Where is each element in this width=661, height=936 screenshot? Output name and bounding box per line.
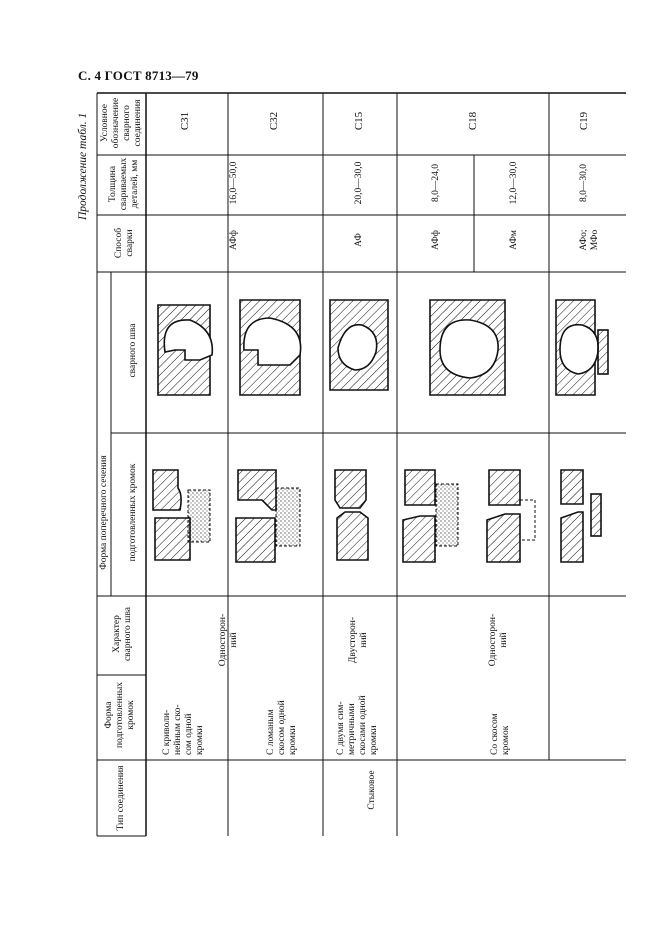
col-header-weld-character: Характер сварного шва <box>112 606 133 662</box>
joint-type-value: Стыковое <box>367 770 377 810</box>
method-c32: АФф <box>229 230 239 250</box>
diagram-c31-prepared <box>153 470 210 560</box>
diagram-c31-weld <box>158 305 212 395</box>
diagram-c32-prepared <box>236 470 300 562</box>
method-c18-b: АФм <box>509 230 519 250</box>
diagram-c15-prepared <box>335 470 368 560</box>
edge-form-c31: С криволи- нейным ско- сом одной кромки <box>162 704 205 755</box>
designation-c31: С31 <box>179 111 191 131</box>
thickness-c15: 20,0—30,0 <box>354 161 364 205</box>
method-c15: АФ <box>354 233 364 247</box>
col-header-designation: Условное обозначение сварного соединения <box>100 97 143 149</box>
diagram-c15-weld <box>330 300 388 390</box>
designation-c18: С18 <box>467 111 479 131</box>
designation-c15: С15 <box>353 111 365 131</box>
weld-character-one-sided-a: Односторон- ний <box>218 613 239 667</box>
weld-character-one-sided-b: Односторон- ний <box>488 613 509 667</box>
table-continuation-label: Продолжение табл. 1 <box>77 112 89 220</box>
diagram-c32-weld <box>240 300 301 395</box>
col-header-prepared-edges: подготовленных кромок <box>128 463 138 562</box>
col-header-joint-type: Тип соединения <box>116 765 126 831</box>
col-header-thickness: Толщина свариваемых деталей, мм <box>108 157 140 211</box>
col-header-weld-seam: сварного шва <box>128 323 138 378</box>
edge-form-c32: С ломаным скосом одной кромки <box>266 700 298 755</box>
col-header-method: Способ сварки <box>114 227 135 259</box>
designation-c19: С19 <box>578 111 590 131</box>
thickness-c32: 16,0—50,0 <box>229 161 239 205</box>
page-header: С. 4 ГОСТ 8713—79 <box>78 68 199 83</box>
designation-c32: С32 <box>268 111 280 131</box>
weld-character-two-sided: Двусторон- ний <box>348 616 369 664</box>
diagram-c19-prepared <box>561 470 601 562</box>
thickness-c19: 8,0—30,0 <box>579 164 589 202</box>
diagram-c18-weld <box>430 300 505 395</box>
method-c19: АФо; МФо <box>579 229 600 251</box>
diagram-c19-weld <box>556 300 608 395</box>
edge-form-c18: Со скосом кромок <box>490 713 511 755</box>
edge-form-c15: С двумя сим- метричными скосами одной кромки <box>336 695 379 755</box>
col-header-edge-form: Форма подготовленных кромок <box>104 681 136 749</box>
method-c18-a: АФф <box>431 230 441 250</box>
diagram-c18-prepared <box>403 470 535 562</box>
thickness-c18-b: 12,0—30,0 <box>509 161 519 205</box>
thickness-c18-a: 8,0—24,0 <box>431 164 441 202</box>
col-header-cross-section: Форма поперечного сечения <box>99 455 109 570</box>
